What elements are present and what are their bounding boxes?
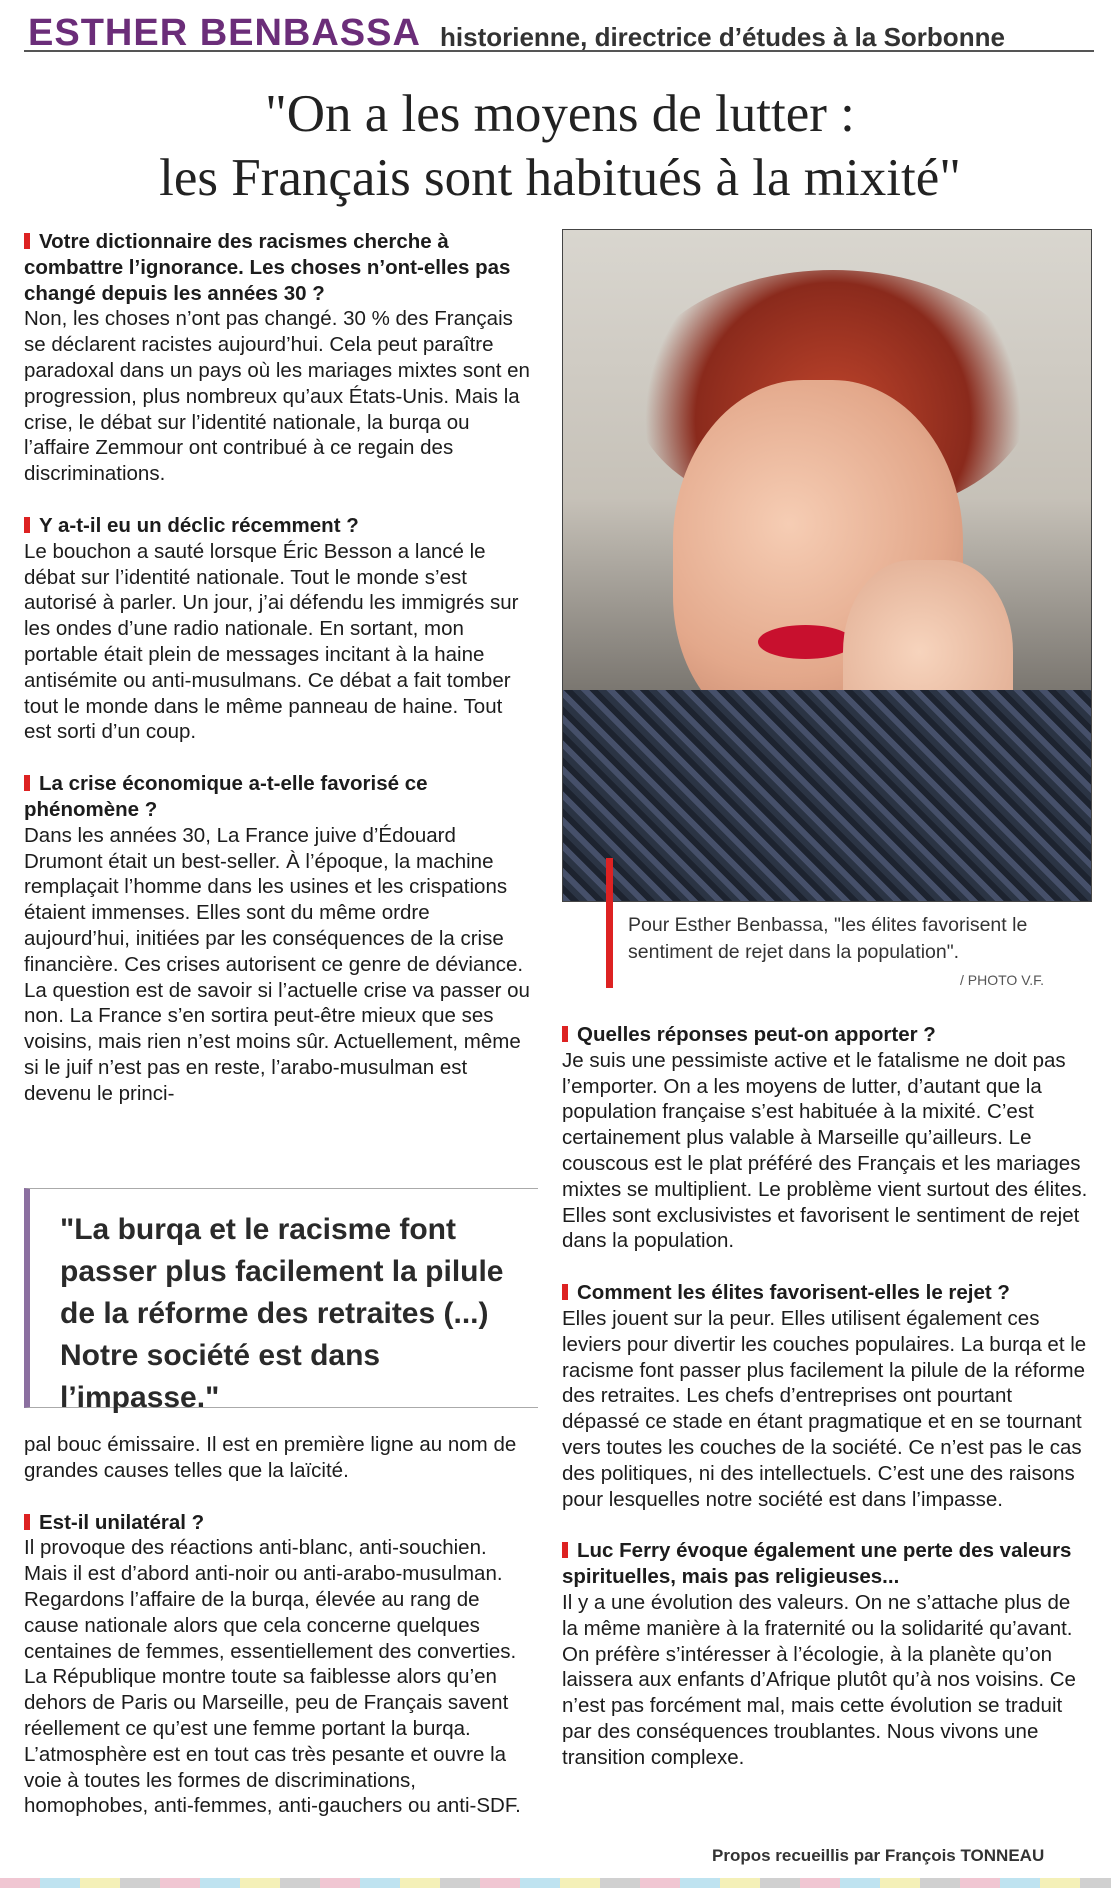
answer-5: Je suis une pessimiste active et le fatalisme ne doit pas l’emporter. On a les moyens de lutter, d’autant que la population française s’est habituée à la mixité. C’est certainement plus valable à Marseille qu’ailleurs. Le couscous est le plat préféré des Français et les mariages mixtes se multiplient. Le problème vient surtout des élites. Elles sont exclusivistes et favorisent le sentiment de rejet dans la population. [562,1048,1088,1253]
photo-credit: / PHOTO V.F. [960,972,1045,988]
answer-3-continued: pal bouc émissaire. Il est en première ligne au nom de grandes causes telles que la laïcité. [24,1433,517,1482]
photo-sweater [563,690,1091,902]
answer-2: Le bouchon a sauté lorsque Éric Besson a lancé le débat sur l’identité nationale. Tout le monde s’est autorisé à parler. Un jour, j’ai défendu les immigrés sur les ondes d’une radio nationale. En sortant, mon portable était plein de messages incitant à la haine antisémite ou anti-musulmans. Ce débat a fait tomber tout le monde dans le même panneau de haine. Tout est sorti d’un coup. [24,539,519,744]
question-2: Y a-t-il eu un déclic récemment ? [24,513,532,539]
left-column-bottom [24,1432,532,1819]
headline-line-1: "On a les moyens de lutter : [265,85,855,143]
question-4: Est-il unilatéral ? [24,1510,532,1536]
answer-3: Dans les années 30, La France juive d’Édouard Drumont était un best-seller. À l’époque, la machine remplaçait l’homme dans les usines et les crispations étaient immenses. Elles sont du même ordre aujourd’hui, initiées par les conséquences de la crise financière. Ces crises autorisent ce genre de déviance. La question est de savoir si l’actuelle crise va passer ou non. La France s’en sortira peut-être mieux que ses voisins, mais rien n’est moins sûr. Actuellement, même si le juif n’est pas en reste, l’arabo-musulman est devenu le princi- [24,823,530,1105]
signature: Propos recueillis par François TONNEAU [712,1846,1045,1865]
headline-line-2: les Français sont habitués à la mixité" [159,149,961,207]
answer-1: Non, les choses n’ont pas changé. 30 % des Français se déclarent racistes aujourd’hui. Cela peut paraître paradoxal dans un pays où les mariages mixtes sont en progression, plus nombreux qu’aux États-Unis. Mais la crise, le débat sur l’identité nationale, la burqa ou l’affaire Zemmour ont contribué à ce regain des discriminations. [24,307,530,486]
photo-lips [758,625,853,659]
question-7: Luc Ferry évoque également une perte des valeurs spirituelles, mais pas religieuses... [562,1538,1090,1590]
article-header [24,10,1094,52]
print-color-bar [0,1878,1111,1888]
question-3: La crise économique a-t-elle favorisé ce phénomène ? [24,771,532,823]
answer-4: Il provoque des réactions anti-blanc, anti-souchien. Mais il est d’abord anti-noir ou anti-arabo-musulman. Regardons l’affaire de la burqa, élevée au rang de cause nationale alors que cela concerne quelques centaines de femmes, essentiellement des converties. La République montre toute sa faiblesse alors qu’en dehors de Paris ou Marseille, peu de Français savent réellement ce qu’est une femme portant la burqa. L’atmosphère est en tout cas très pesante et ouvre la voie à toutes les formes de discriminations, homophobes, anti-femmes, anti-gauchers ou anti-SDF. [24,1536,521,1818]
left-column [24,229,532,1107]
question-5: Quelles réponses peut-on apporter ? [562,1022,1090,1048]
portrait-photo [562,229,1092,902]
caption-accent-bar [606,858,613,988]
pull-quote: "La burqa et le racisme font passer plus facilement la pilule de la réforme des retraites (...) Notre société est dans l’impasse." [60,1213,504,1414]
answer-7: Il y a une évolution des valeurs. On ne s’attache plus de la même manière à la fraternité ou la solidarité qu’avant. On préfère s’intéresser à l’écologie, à la planète qu’on laissera aux enfants d’Afrique plutôt qu’à nos voisins. Ce n’est pas forcément mal, mais cette évolution se traduit par des conséquences troublantes. Nous vivons une transition complexe. [562,1590,1076,1769]
interviewee-name: ESTHER BENBASSA [28,12,421,54]
interviewee-role: historienne, directrice d’études à la Sorbonne [440,22,1005,52]
pull-quote-box [24,1188,538,1414]
photo-caption: Pour Esther Benbassa, "les élites favorisent le sentiment de rejet dans la population". [628,914,1028,963]
question-6: Comment les élites favorisent-elles le rejet ? [562,1280,1090,1306]
right-column [562,1022,1090,1771]
answer-6: Elles jouent sur la peur. Elles utilisent également ces leviers pour divertir les couches populaires. La burqa et le racisme font passer plus facilement la pilule de la réforme des retraites. Les chefs d’entreprises ont pourtant dépassé ce stade en étant pragmatique et en se tournant vers toutes les couches de la société. Ce n’est pas le cas des politiques, ni des intellectuels. C’est une des raisons pour lesquelles notre société est dans l’impasse. [562,1306,1087,1511]
question-1: Votre dictionnaire des racismes cherche à combattre l’ignorance. Les choses n’ont-elles pas changé depuis les années 30 ? [24,229,532,306]
headline [40,82,1080,210]
